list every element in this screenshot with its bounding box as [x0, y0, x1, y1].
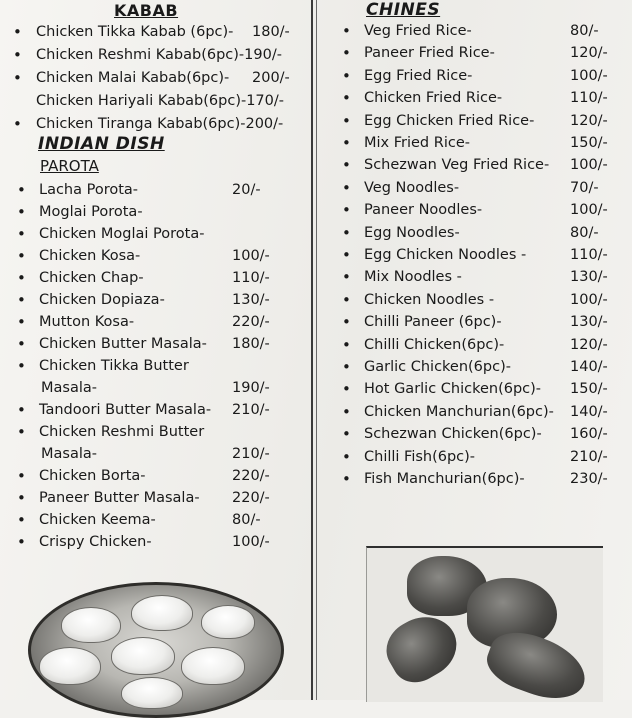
bullet-icon: • — [17, 467, 26, 485]
menu-item-price: 220/- — [232, 490, 270, 506]
bullet-icon: • — [342, 178, 351, 197]
menu-item-name: Chicken Keema- — [39, 512, 156, 528]
bullet-icon: • — [17, 533, 26, 551]
bullet-icon: • — [13, 23, 22, 41]
menu-item — [0, 90, 305, 112]
menu-item-name: Paneer Fried Rice- — [364, 45, 495, 62]
column-divider-thin — [316, 0, 317, 700]
menu-item-price: 140/- — [570, 359, 608, 375]
menu-item-name: Chicken Butter Masala- — [39, 336, 207, 352]
menu-item-name: Chilli Paneer (6pc)- — [364, 314, 502, 331]
menu-item-name: Egg Noodles- — [364, 224, 460, 241]
menu-item-name: Chilli Chicken(6pc)- — [364, 336, 505, 353]
menu-item — [320, 42, 628, 64]
menu-item — [320, 334, 628, 356]
menu-item — [320, 110, 628, 132]
menu-item-name: Chicken Fried Rice- — [364, 90, 503, 107]
menu-item — [0, 179, 305, 201]
menu-item — [320, 177, 628, 199]
menu-item — [320, 65, 628, 87]
menu-item-name: Chicken Reshmi Kabab(6pc)-190/- — [36, 47, 282, 63]
menu-item — [320, 20, 628, 42]
chicken-piece — [377, 605, 468, 692]
bullet-icon: • — [342, 44, 351, 63]
menu-item-price: 100/- — [232, 248, 270, 264]
menu-item-name: Chicken Kosa- — [39, 248, 141, 264]
menu-item-name: Chicken Tiranga Kabab(6pc)-200/- — [36, 116, 284, 132]
menu-item — [320, 401, 628, 423]
column-divider — [311, 0, 313, 700]
menu-item — [320, 199, 628, 221]
momo-piece — [121, 677, 183, 709]
menu-item-name: Fish Manchurian(6pc)- — [364, 471, 525, 487]
menu-item-price: 230/- — [570, 471, 608, 487]
menu-item-name: Chicken Malai Kabab(6pc)- — [36, 70, 230, 86]
menu-item — [0, 443, 305, 465]
menu-item-price: 100/- — [570, 202, 608, 219]
menu-item — [0, 465, 305, 487]
menu-item-name: Masala- — [41, 446, 97, 462]
bullet-icon: • — [17, 181, 26, 199]
parota-heading: PAROTA — [40, 157, 99, 175]
bullet-icon: • — [342, 290, 351, 309]
menu-item-price: 160/- — [570, 426, 608, 443]
menu-item-price: 210/- — [570, 448, 608, 465]
bullet-icon: • — [17, 313, 26, 331]
bullet-icon: • — [342, 447, 351, 466]
bullet-icon: • — [342, 22, 351, 40]
menu-item — [320, 378, 628, 400]
menu-item-price: 130/- — [570, 269, 608, 286]
menu-item-price: 220/- — [232, 468, 270, 484]
menu-item-price: 150/- — [570, 381, 608, 398]
momo-plate-photo — [28, 582, 284, 718]
bullet-icon: • — [17, 225, 26, 243]
bullet-icon: • — [17, 489, 26, 507]
menu-item — [0, 333, 305, 355]
menu-item — [0, 311, 305, 333]
bullet-icon: • — [342, 335, 351, 354]
menu-item-price: 20/- — [232, 182, 261, 198]
menu-item-price: 120/- — [570, 336, 608, 353]
menu-item-price: 100/- — [570, 67, 608, 84]
menu-item-name: Chicken Manchurian(6pc)- — [364, 403, 554, 420]
menu-item-price: 220/- — [232, 314, 270, 330]
menu-item-name: Chilli Fish(6pc)- — [364, 448, 476, 465]
menu-item — [0, 267, 305, 289]
menu-item — [0, 44, 305, 66]
menu-item-name: Paneer Butter Masala- — [39, 490, 200, 506]
menu-item-price: 100/- — [570, 157, 608, 174]
bullet-icon: • — [342, 470, 351, 488]
bullet-icon: • — [17, 291, 26, 309]
menu-item-price: 80/- — [570, 23, 599, 39]
menu-item-name: Egg Chicken Fried Rice- — [364, 112, 535, 129]
menu-item — [320, 154, 628, 176]
menu-item-name: Hot Garlic Chicken(6pc)- — [364, 381, 542, 398]
bullet-icon: • — [342, 201, 351, 220]
menu-item — [0, 223, 305, 245]
menu-item — [0, 399, 305, 421]
menu-item — [0, 289, 305, 311]
menu-item-price: 100/- — [232, 534, 270, 550]
bullet-icon: • — [13, 115, 22, 133]
menu-item — [0, 509, 305, 531]
menu-item-price: 120/- — [570, 112, 608, 129]
menu-item — [320, 356, 628, 378]
menu-item — [0, 487, 305, 509]
menu-item-price: 190/- — [232, 380, 270, 396]
menu-item-name: Crispy Chicken- — [39, 534, 152, 550]
menu-item-price: 70/- — [570, 179, 599, 196]
menu-item-price: 100/- — [570, 291, 608, 308]
momo-piece — [201, 605, 255, 639]
menu-item-price: 110/- — [570, 90, 608, 107]
menu-item — [0, 531, 305, 553]
menu-item — [0, 201, 305, 223]
bullet-icon: • — [342, 358, 351, 376]
momo-piece — [131, 595, 193, 631]
bullet-icon: • — [342, 425, 351, 444]
menu-item — [0, 377, 305, 399]
menu-item-name: Chicken Hariyali Kabab(6pc)-170/- — [36, 93, 285, 109]
momo-piece — [61, 607, 121, 643]
menu-item-name: Chicken Dopiaza- — [39, 292, 165, 308]
menu-item-name: Chicken Borta- — [39, 468, 146, 484]
bullet-icon: • — [342, 313, 351, 332]
bullet-icon: • — [17, 203, 26, 221]
bullet-icon: • — [342, 89, 351, 108]
bullet-icon: • — [342, 268, 351, 287]
momo-piece — [181, 647, 245, 685]
menu-item — [320, 446, 628, 468]
menu-item — [320, 289, 628, 311]
menu-item-name: Lacha Porota- — [39, 182, 139, 198]
bullet-icon: • — [13, 69, 22, 87]
menu-item — [0, 245, 305, 267]
bullet-icon: • — [342, 246, 351, 264]
bullet-icon: • — [17, 401, 26, 419]
menu-item-name: Chicken Tikka Kabab (6pc)- — [36, 24, 234, 40]
menu-item-price: 150/- — [570, 135, 608, 151]
menu-item-name: Masala- — [41, 380, 97, 396]
menu-item-name: Tandoori Butter Masala- — [39, 402, 212, 418]
bullet-icon: • — [17, 247, 26, 265]
bullet-icon: • — [17, 423, 26, 441]
momo-piece — [39, 647, 101, 685]
bullet-icon: • — [17, 335, 26, 353]
menu-item-name: Chicken Moglai Porota- — [39, 226, 205, 242]
menu-item-name: Veg Noodles- — [364, 179, 460, 196]
menu-item-price: 200/- — [252, 70, 290, 86]
menu-item-name: Egg Chicken Noodles - — [364, 247, 527, 263]
menu-item — [320, 468, 628, 490]
menu-item-name: Mix Noodles - — [364, 269, 462, 286]
menu-item-name: Schezwan Chicken(6pc)- — [364, 426, 542, 443]
menu-item-price: 180/- — [252, 24, 290, 40]
menu-item — [0, 355, 305, 377]
momo-piece — [111, 637, 175, 675]
menu-item-price: 210/- — [232, 446, 270, 462]
menu-item-name: Chicken Tikka Butter — [39, 358, 189, 374]
menu-item — [320, 87, 628, 109]
menu-item-price: 130/- — [570, 314, 608, 331]
bullet-icon: • — [17, 357, 26, 375]
bullet-icon: • — [342, 66, 351, 85]
menu-item-price: 80/- — [232, 512, 261, 528]
menu-item — [320, 132, 628, 154]
bullet-icon: • — [17, 269, 26, 287]
menu-item-name: Mutton Kosa- — [39, 314, 135, 330]
menu-item — [320, 244, 628, 266]
menu-item-name: Moglai Porota- — [39, 204, 143, 220]
bullet-icon: • — [13, 46, 22, 64]
menu-item-name: Garlic Chicken(6pc)- — [364, 359, 511, 375]
bullet-icon: • — [342, 380, 351, 399]
menu-item-price: 110/- — [570, 247, 608, 263]
menu-item-price: 180/- — [232, 336, 270, 352]
menu-item — [0, 421, 305, 443]
menu-item-name: Chicken Chap- — [39, 270, 144, 286]
menu-item-name: Veg Fried Rice- — [364, 23, 472, 39]
bullet-icon: • — [342, 111, 351, 130]
menu-item — [0, 113, 305, 135]
menu-item-price: 80/- — [570, 224, 599, 241]
menu-item-name: Egg Fried Rice- — [364, 67, 473, 84]
bullet-icon: • — [342, 156, 351, 175]
bullet-icon: • — [342, 134, 351, 152]
menu-item-price: 210/- — [232, 402, 270, 418]
bullet-icon: • — [17, 511, 26, 529]
menu-item — [0, 21, 305, 43]
menu-item — [320, 266, 628, 288]
menu-item — [0, 67, 305, 89]
menu-item — [320, 311, 628, 333]
menu-item-name: Chicken Noodles - — [364, 291, 495, 308]
indian-dish-heading: INDIAN DISH — [38, 134, 165, 154]
bullet-icon: • — [342, 223, 351, 242]
fried-chicken-photo — [366, 546, 603, 702]
menu-item-name: Mix Fried Rice- — [364, 135, 470, 151]
menu-item — [320, 222, 628, 244]
menu-item-name: Paneer Noodles- — [364, 202, 483, 219]
menu-item — [320, 423, 628, 445]
menu-item-price: 140/- — [570, 403, 608, 420]
menu-item-name: Chicken Reshmi Butter — [39, 424, 205, 440]
chines-heading: CHINES — [366, 0, 441, 20]
kabab-heading: KABAB — [114, 1, 179, 20]
menu-item-name: Schezwan Veg Fried Rice- — [364, 157, 550, 174]
menu-item-price: 120/- — [570, 45, 608, 62]
menu-item-price: 110/- — [232, 270, 270, 286]
menu-item-price: 130/- — [232, 292, 270, 308]
bullet-icon: • — [342, 402, 351, 421]
